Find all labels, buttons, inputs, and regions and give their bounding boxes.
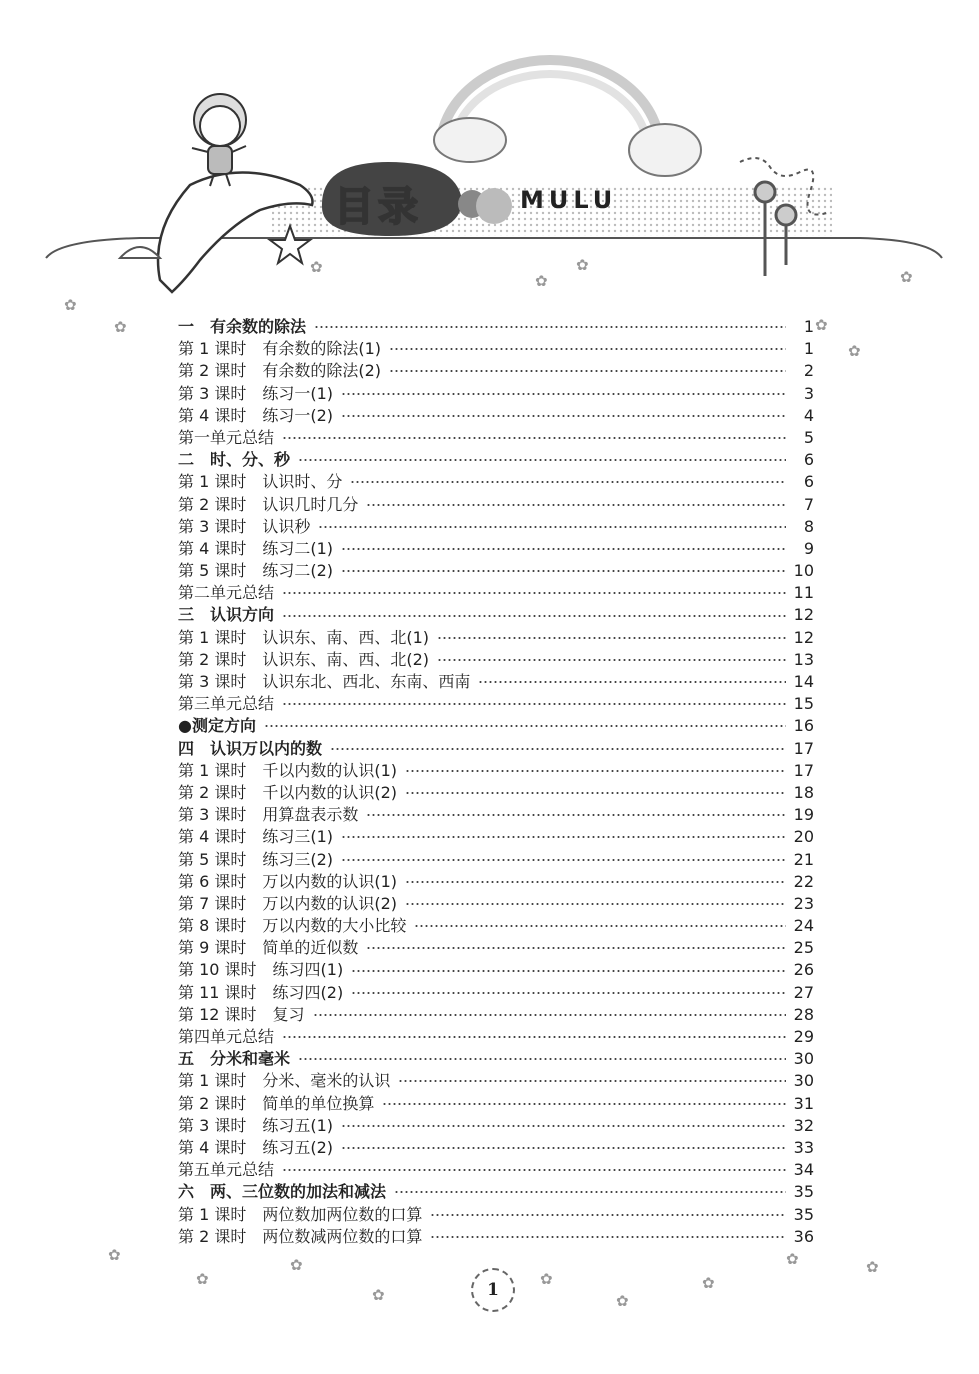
toc-entry-row [178,693,814,715]
dot-leader [282,703,786,705]
flower-icon: ✿ [196,1270,209,1288]
dot-leader [405,881,786,883]
dot-leader [264,725,786,727]
toc-entry-row [178,893,814,915]
dot-leader [330,748,786,750]
dot-leader [341,415,786,417]
toc-entry-title: 第 1 课时 千以内数的认识(1) [178,760,398,780]
flower-icon: ✿ [372,1286,385,1304]
toc-entry-row [178,471,814,493]
toc-page-number: 23 [793,893,814,913]
toc-chapter-row [178,316,814,338]
toc-entry-title: 第 1 课时 两位数加两位数的口算 [178,1204,423,1224]
page-number: 1 [471,1268,515,1312]
dot-leader [389,370,786,372]
toc-entry-title: 第 4 课时 练习一(2) [178,405,334,425]
toc-entry-title: 第 4 课时 练习三(1) [178,827,334,847]
flower-icon: ✿ [114,318,127,336]
toc-page-number: 8 [803,516,814,536]
toc-entry-row [178,1204,814,1226]
dot-leader [430,1236,785,1238]
flower-icon: ✿ [815,316,828,334]
dot-leader [478,681,785,683]
table-of-contents [178,316,814,1248]
toc-entry-row [178,494,814,516]
toc-page-number: 6 [803,472,814,492]
dot-leader [366,814,785,816]
toc-page-number: 7 [803,494,814,514]
flower-icon: ✿ [535,272,548,290]
toc-page-number: 36 [793,1226,814,1246]
dot-leader [437,637,786,639]
toc-page-number: 12 [793,605,814,625]
dot-leader [437,659,786,661]
toc-entry-title: 第 8 课时 万以内数的大小比较 [178,916,407,936]
toc-page-number: 12 [793,627,814,647]
toc-page-number: 10 [793,561,814,581]
dot-leader [282,437,786,439]
toc-page-number: 34 [793,1160,814,1180]
flower-icon: ✿ [64,296,77,314]
toc-entry-title: 四 认识万以内的数 [178,738,323,758]
header-banner [0,0,979,300]
flower-icon: ✿ [786,1250,799,1268]
toc-chapter-row [178,449,814,471]
toc-page-number: 29 [793,1027,814,1046]
toc-page-number: 1 [803,317,814,336]
toc-entry-title: 第 4 课时 练习五(2) [178,1137,334,1157]
toc-entry-title: 五 分米和毫米 [178,1049,291,1069]
toc-entry-title: 一 有余数的除法 [178,317,307,336]
toc-page-number: 1 [803,339,814,359]
toc-entry-title: 第 3 课时 练习五(1) [178,1115,334,1135]
toc-entry-row [178,427,814,449]
page-title: 目录 [334,184,422,230]
dot-leader [341,836,786,838]
toc-entry-row [178,959,814,981]
toc-page-number: 16 [793,716,814,736]
dot-leader [430,1214,785,1216]
toc-entry-row [178,937,814,959]
toc-page-number: 6 [803,450,814,470]
dot-leader [282,615,786,617]
toc-entry-title: 第 3 课时 用算盘表示数 [178,805,359,825]
dot-leader [318,526,786,528]
toc-page-number: 32 [793,1115,814,1135]
toc-chapter-row [178,738,814,760]
toc-entry-title: 二 时、分、秒 [178,450,291,470]
toc-entry-title: 第 5 课时 练习三(2) [178,849,334,869]
flower-icon: ✿ [290,1256,303,1274]
toc-entry-title: 第二单元总结 [178,583,275,603]
toc-entry-row [178,582,814,604]
toc-chapter-row [178,715,814,737]
toc-entry-title: 第 9 课时 简单的近似数 [178,938,359,958]
toc-page-number: 2 [803,361,814,381]
toc-page-number: 14 [793,672,814,691]
toc-chapter-row [178,1048,814,1070]
toc-entry-row [178,782,814,804]
toc-entry-title: 第 3 课时 认识秒 [178,516,311,536]
toc-entry-title: 第 2 课时 认识东、南、西、北(2) [178,649,430,669]
toc-entry-title: 第 3 课时 认识东北、西北、东南、西南 [178,672,471,691]
toc-entry-title: 第 11 课时 练习四(2) [178,982,344,1002]
toc-page-number: 11 [793,583,814,603]
dot-leader [282,1036,786,1038]
dot-leader [389,348,786,350]
flower-icon: ✿ [310,258,323,276]
toc-entry-title: 第 10 课时 练习四(1) [178,960,344,980]
toc-entry-title: 第 7 课时 万以内数的认识(2) [178,893,398,913]
toc-page-number: 22 [793,871,814,891]
toc-page-number: 35 [793,1182,814,1202]
dot-leader [405,792,786,794]
dot-leader [341,859,786,861]
toc-entry-title: 第 2 课时 千以内数的认识(2) [178,782,398,802]
cloud-icon [434,118,701,176]
toc-entry-row [178,871,814,893]
toc-page-number: 17 [793,760,814,780]
toc-entry-title: 第 2 课时 两位数减两位数的口算 [178,1226,423,1246]
toc-entry-row [178,383,814,405]
flower-icon: ✿ [540,1270,553,1288]
toc-entry-row [178,760,814,782]
dot-leader [282,1169,786,1171]
dot-leader [314,326,786,328]
dot-leader [298,459,786,461]
dot-leader [341,1125,786,1127]
toc-entry-row [178,338,814,360]
toc-entry-title: 第 2 课时 有余数的除法(2) [178,361,382,381]
dot-leader [341,570,786,572]
toc-page-number: 35 [793,1204,814,1224]
toc-entry-row [178,1115,814,1137]
shell-icon [120,247,160,258]
header-illustration [0,0,979,300]
toc-entry-title: 第 1 课时 有余数的除法(1) [178,339,382,359]
dot-leader [282,592,786,594]
toc-entry-row [178,649,814,671]
toc-page-number: 20 [793,827,814,847]
toc-page-number: 27 [793,982,814,1002]
dot-leader [405,903,786,905]
toc-entry-row [178,671,814,693]
decor-circle [476,188,512,224]
toc-entry-row [178,915,814,937]
toc-entry-title: 第 2 课时 简单的单位换算 [178,1093,375,1113]
toc-entry-row [178,849,814,871]
toc-page-number: 5 [803,427,814,447]
page-subtitle: MULU [520,186,618,214]
dot-leader [405,770,786,772]
toc-entry-row [178,560,814,582]
toc-entry-title: 第 2 课时 认识几时几分 [178,494,359,514]
toc-entry-title: 第 1 课时 认识时、分 [178,472,343,492]
toc-entry-title: 第五单元总结 [178,1160,275,1180]
toc-entry-title: 第一单元总结 [178,427,275,447]
toc-entry-row [178,1026,814,1048]
toc-entry-row [178,1004,814,1026]
toc-entry-row [178,1070,814,1092]
toc-page-number: 3 [803,383,814,403]
toc-page-number: 33 [793,1137,814,1157]
toc-entry-title: 第三单元总结 [178,694,275,714]
dot-leader [341,393,786,395]
flower-icon: ✿ [108,1246,121,1264]
toc-page-number: 15 [793,694,814,714]
flower-icon: ✿ [848,342,861,360]
toc-chapter-row [178,1181,814,1203]
toc-entry-title: 第 5 课时 练习二(2) [178,561,334,581]
toc-entry-title: ●测定方向 [178,716,256,736]
dot-leader [298,1058,786,1060]
toc-entry-row [178,360,814,382]
toc-entry-row [178,516,814,538]
flower-icon: ✿ [616,1292,629,1310]
dot-leader [313,1014,786,1016]
toc-entry-row [178,982,814,1004]
toc-page-number: 21 [793,849,814,869]
dot-leader [341,1147,786,1149]
flower-icon: ✿ [866,1258,879,1276]
toc-page-number: 30 [793,1071,814,1091]
toc-entry-row [178,538,814,560]
dot-leader [351,992,785,994]
toc-page-number: 19 [793,805,814,825]
toc-entry-title: 第 3 课时 练习一(1) [178,383,334,403]
toc-entry-title: 第 4 课时 练习二(1) [178,538,334,558]
toc-page-number: 18 [793,782,814,802]
toc-page-number: 26 [793,960,814,980]
toc-entry-title: 第 1 课时 认识东、南、西、北(1) [178,627,430,647]
toc-entry-title: 三 认识方向 [178,605,275,625]
toc-page-number: 4 [803,405,814,425]
flower-icon: ✿ [900,268,913,286]
toc-page-number: 31 [793,1093,814,1113]
flower-icon: ✿ [702,1274,715,1292]
toc-entry-title: 第 6 课时 万以内数的认识(1) [178,871,398,891]
toc-page-number: 30 [793,1049,814,1069]
toc-page-number: 25 [793,938,814,958]
dot-leader [366,504,786,506]
dot-leader [366,947,785,949]
toc-entry-row [178,1093,814,1115]
dot-leader [414,925,785,927]
toc-entry-row [178,804,814,826]
toc-entry-title: 第四单元总结 [178,1027,275,1046]
toc-entry-row [178,1159,814,1181]
toc-page-number: 13 [793,649,814,669]
toc-page-number: 28 [793,1004,814,1024]
toc-entry-title: 六 两、三位数的加法和减法 [178,1182,387,1202]
dot-leader [351,970,785,972]
toc-entry-row [178,826,814,848]
toc-page-number: 17 [793,738,814,758]
dot-leader [341,548,786,550]
dot-leader [350,481,786,483]
toc-entry-row [178,1226,814,1248]
dot-leader [394,1191,786,1193]
toc-entry-row [178,627,814,649]
dot-leader [382,1103,785,1105]
toc-entry-row [178,405,814,427]
toc-entry-title: 第 1 课时 分米、毫米的认识 [178,1071,391,1091]
toc-chapter-row [178,604,814,626]
flower-icon: ✿ [576,256,589,274]
toc-page-number: 24 [793,916,814,936]
toc-entry-row [178,1137,814,1159]
toc-entry-title: 第 12 课时 复习 [178,1004,305,1024]
dot-leader [398,1080,785,1082]
toc-page-number: 9 [803,538,814,558]
